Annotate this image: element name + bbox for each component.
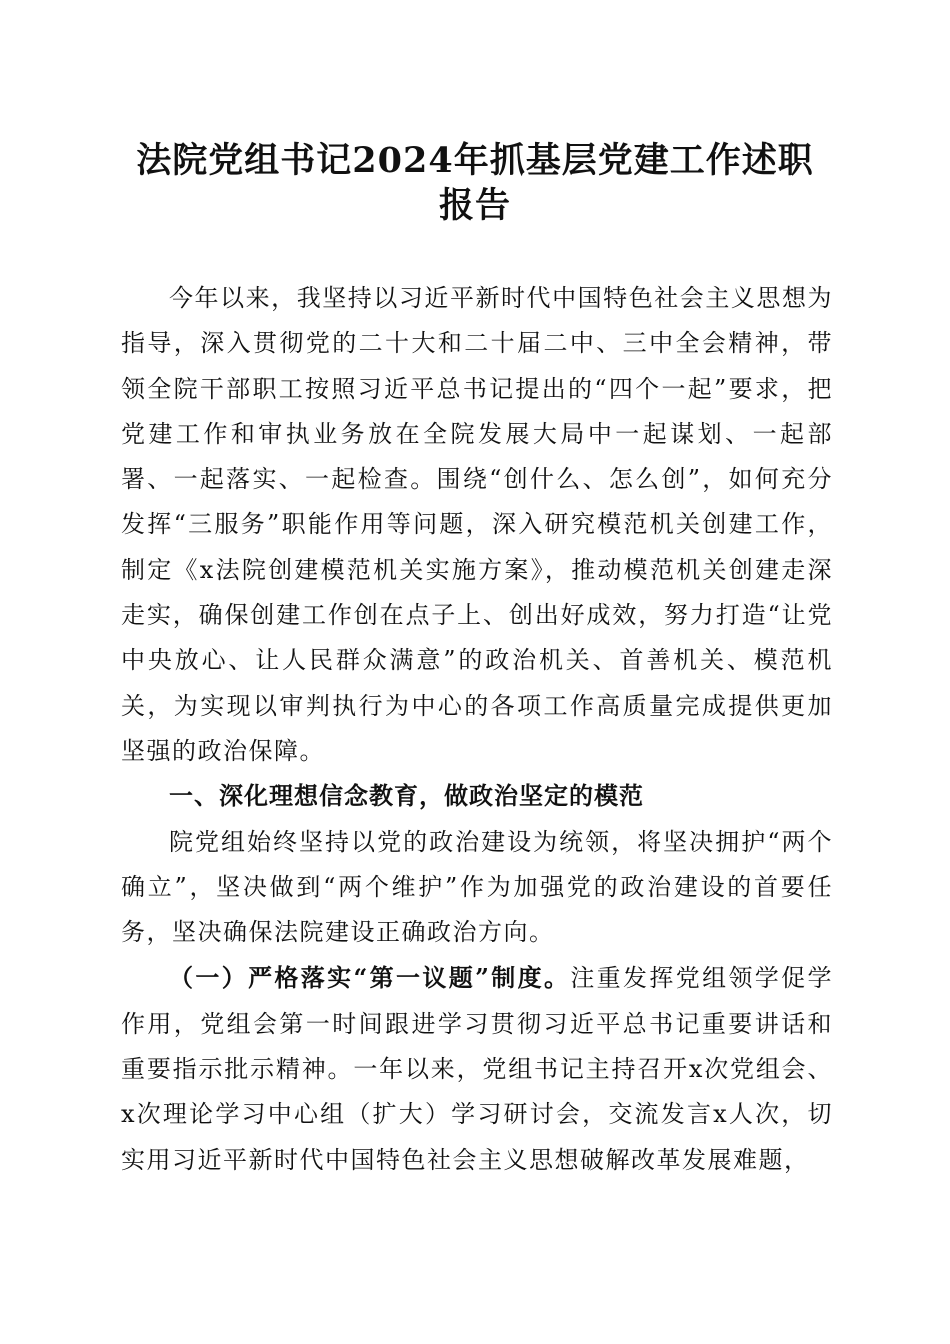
document-title: 法院党组书记2024年抓基层党建工作述职报告 [136,140,814,226]
subsection-1-body: 注重发挥党组领学促学作用，党组会第一时间跟进学习贯彻习近平总书记重要讲话和重要指示批示精神。一年以来，党组书记主持召开x次党组会、x次理论学习中心组（扩大）学习研讨会，交流发言x人次，切实用习近平新时代中国特色社会主义思想破解改革发展难题， [121,964,834,1174]
subsection-1-paragraph [121,955,833,1182]
subsection-heading-1: （一）严格落实“第一议题”制度。 [169,963,571,993]
section-1-paragraph: 院党组始终坚持以党的政治建设为统领，将坚决拥护“两个确立”，坚决做到“两个维护”作为加强党的政治建设的首要任务，坚决确保法院建设正确政治方向。 [121,827,833,947]
document-body [121,276,833,1183]
section-heading-1: 一、深化理想信念教育，做政治坚定的模范 [169,782,644,811]
intro-paragraph: 今年以来，我坚持以习近平新时代中国特色社会主义思想为指导，深入贯彻党的二十大和二十届二中、三中全会精神，带领全院干部职工按照习近平总书记提出的“四个一起”要求，把党建工作和审执业务放在全院发展大局中一起谋划、一起部署、一起落实、一起检查。围绕“创什么、怎么创”，如何充分发挥“三服务”职能作用等问题，深入研究模范机关创建工作，制定《x法院创建模范机关实施方案》，推动模范机关创建走深走实，确保创建工作创在点子上、创出好成效，努力打造“让党中央放心、让人民群众满意”的政治机关、首善机关、模范机关，为实现以审判执行为中心的各项工作高质量完成提供更加坚强的政治保障。 [121,284,833,765]
